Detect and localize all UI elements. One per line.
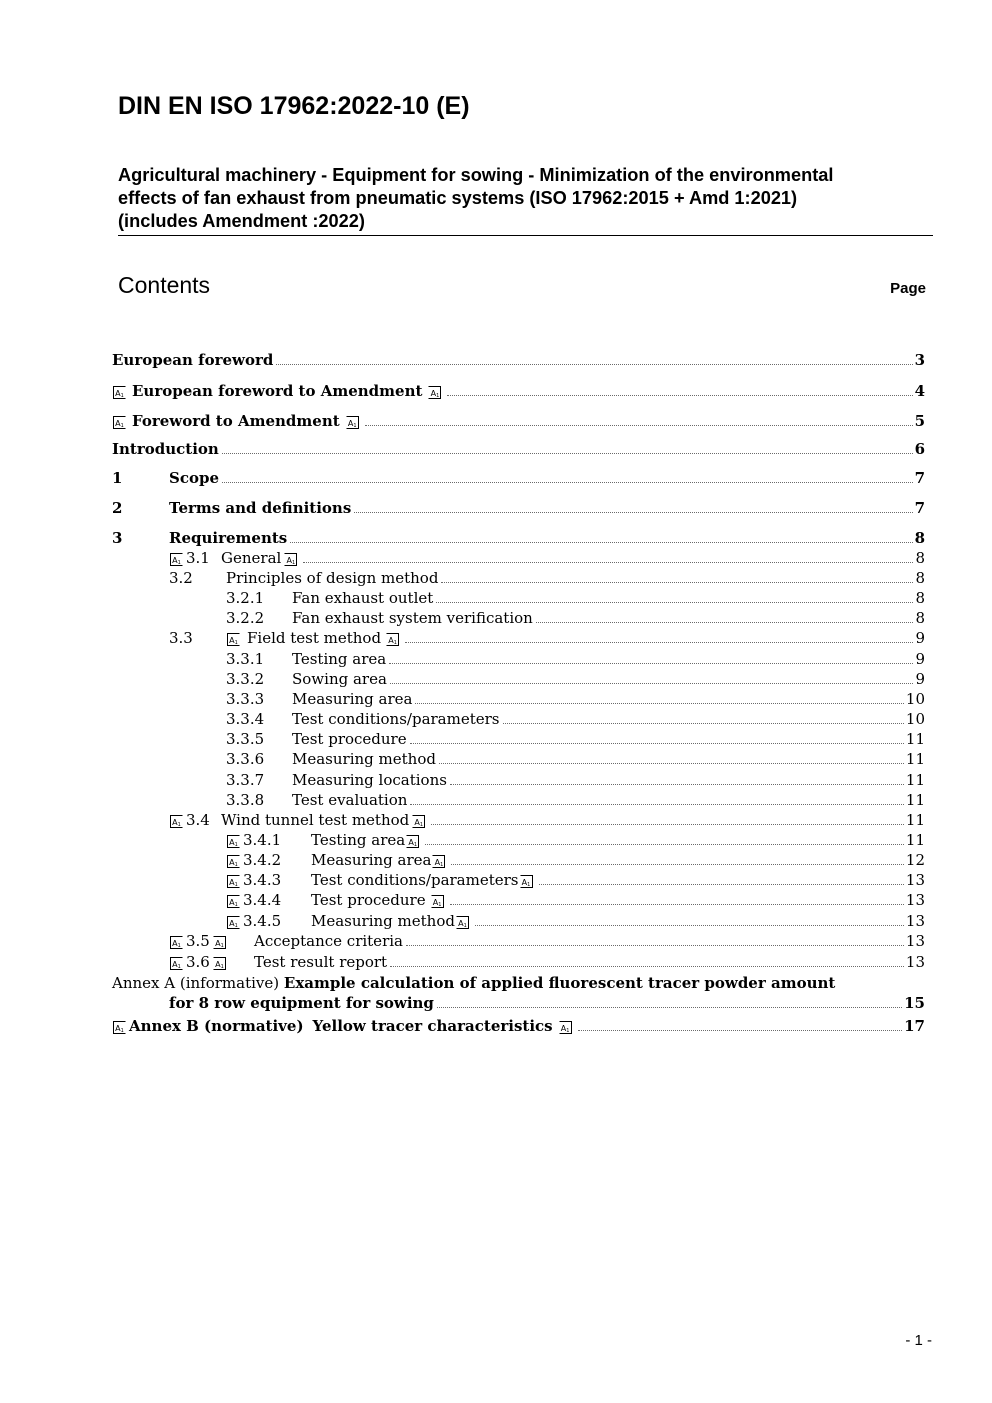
toc-entry-3-3-7[interactable] [112, 770, 925, 790]
toc-entry-page: 13 [905, 912, 925, 930]
toc-entry-number: 3.4.4 [243, 891, 282, 909]
toc-entry-label: Fan exhaust system verification [292, 609, 533, 627]
amendment-end-icon: $A_1$ [559, 1021, 572, 1034]
dot-leader [406, 944, 904, 946]
toc-entry-page: 9 [915, 650, 925, 668]
toc-entry-label: Foreword to Amendment [132, 412, 340, 430]
toc-entry-number: 3.3.7 [226, 771, 265, 789]
toc-entry-label: European foreword [112, 351, 274, 369]
toc-entry-page: 12 [905, 851, 925, 869]
toc-entry-page: 3 [914, 351, 925, 369]
toc-entry-label: Sowing area [292, 670, 387, 688]
toc-entry-page: 9 [915, 670, 925, 688]
toc-entry-page: 11 [905, 831, 925, 849]
toc-entry-number: Annex B (normative) [129, 1017, 304, 1035]
toc-entry-number: 3.2.2 [226, 609, 265, 627]
document-title-line: (includes Amendment :2022) [118, 211, 365, 231]
toc-entry-label: Measuring area [292, 690, 413, 708]
toc-entry-label: European foreword to Amendment [132, 382, 423, 400]
toc-entry-number: 3.1 [186, 549, 210, 567]
toc-entry-number: 3.2.1 [226, 589, 265, 607]
document-title [118, 164, 933, 236]
toc-entry-label: Measuring method [292, 750, 436, 768]
toc-entry-page: 13 [905, 891, 925, 909]
toc-entry-3-3-1[interactable] [112, 649, 925, 669]
toc-entry-3-3-5[interactable] [112, 729, 925, 749]
dot-leader [475, 924, 904, 926]
toc-entry-number: 3.4.1 [243, 831, 282, 849]
dot-leader [290, 541, 912, 543]
toc-entry-page: 5 [914, 412, 925, 430]
toc-entry-page: 8 [915, 609, 925, 627]
toc-entry-page: 11 [905, 811, 925, 829]
toc-entry-3-4-4[interactable] [112, 890, 925, 910]
toc-entry-label: Measuring method [311, 912, 455, 930]
amendment-end-icon: $A_1$ [386, 633, 399, 646]
toc-entry-3-1[interactable] [112, 548, 925, 568]
toc-entry-number: 3.2 [169, 569, 193, 587]
toc-entry-annex-a-cont[interactable] [112, 993, 925, 1013]
dot-leader [303, 561, 913, 563]
toc-entry-number: 3.3.3 [226, 690, 265, 708]
toc-entry-3-2-2[interactable] [112, 608, 925, 628]
amendment-end-icon: $A_1$ [520, 875, 533, 888]
dot-leader [425, 843, 904, 845]
toc-entry-number: 3.3.5 [226, 730, 265, 748]
toc-entry-3-4-3[interactable] [112, 870, 925, 890]
amendment-start-icon: $A_1$ [113, 416, 126, 429]
amendment-start-icon: $A_1$ [227, 895, 240, 908]
toc-entry-number: 3.4.5 [243, 912, 282, 930]
amendment-end-icon: $A_1$ [428, 386, 441, 399]
toc-entry-number: 3 [112, 529, 123, 547]
toc-entry-european-foreword[interactable] [112, 350, 925, 370]
dot-leader [410, 803, 903, 805]
dot-leader [390, 965, 904, 967]
footer-page-number: - 1 - [905, 1332, 932, 1349]
toc-entry-label: Testing area [311, 831, 406, 849]
dot-leader [354, 511, 912, 513]
amendment-start-icon: $A_1$ [227, 835, 240, 848]
toc-entry-label: Requirements [169, 529, 288, 547]
toc-entry-number: 2 [112, 499, 123, 517]
toc-entry-3-3-4[interactable] [112, 709, 925, 729]
amendment-start-icon: $A_1$ [170, 936, 183, 949]
toc-entry-label: Measuring locations [292, 771, 447, 789]
toc-entry-label: Acceptance criteria [254, 932, 403, 950]
toc-entry-label: General [221, 549, 282, 567]
toc-entry-foreword-amendment[interactable] [112, 411, 925, 431]
toc-entry-label: Scope [169, 469, 220, 487]
toc-entry-page: 13 [905, 871, 925, 889]
page-column-heading: Page [890, 280, 926, 297]
amendment-end-icon: $A_1$ [432, 855, 445, 868]
toc-entry-terms[interactable] [112, 498, 925, 518]
toc-entry-label: Test procedure [311, 891, 426, 909]
toc-entry-3-2-1[interactable] [112, 588, 925, 608]
toc-entry-number: 3.6 [186, 953, 210, 971]
toc-entry-3-4-1[interactable] [112, 830, 925, 850]
toc-entry-page: 6 [914, 440, 925, 458]
dot-leader [415, 702, 903, 704]
toc-entry-annex-b[interactable] [112, 1016, 925, 1036]
toc-entry-3-4[interactable] [112, 810, 925, 830]
toc-entry-label: Field test method [247, 629, 382, 647]
toc-entry-number: Annex A (informative) [112, 974, 280, 992]
dot-leader [441, 581, 913, 583]
toc-entry-page: 15 [904, 994, 925, 1012]
amendment-start-icon: $A_1$ [113, 386, 126, 399]
toc-entry-page: 17 [904, 1017, 925, 1035]
toc-entry-page: 11 [905, 771, 925, 789]
document-id: DIN EN ISO 17962:2022-10 (E) [118, 92, 470, 120]
toc-entry-page: 10 [905, 690, 925, 708]
dot-leader [439, 762, 904, 764]
dot-leader [436, 601, 913, 603]
toc-entry-label: Terms and definitions [169, 499, 352, 517]
toc-entry-3-4-5[interactable] [112, 911, 925, 931]
toc-entry-number: 3.4.3 [243, 871, 282, 889]
toc-entry-number: 3.4 [186, 811, 210, 829]
dot-leader [450, 783, 904, 785]
dot-leader [222, 481, 913, 483]
dot-leader [405, 641, 913, 643]
toc-entry-label: Introduction [112, 440, 219, 458]
dot-leader [450, 903, 904, 905]
toc-entry-label: Test conditions/parameters [311, 871, 519, 889]
toc-entry-label: Testing area [292, 650, 387, 668]
toc-entry-page: 7 [914, 469, 925, 487]
amendment-start-icon: $A_1$ [170, 553, 183, 566]
amendment-start-icon: $A_1$ [227, 916, 240, 929]
dot-leader [389, 662, 913, 664]
toc-entry-3-3-8[interactable] [112, 790, 925, 810]
amendment-end-icon: $A_1$ [213, 936, 226, 949]
amendment-start-icon: $A_1$ [227, 633, 240, 646]
toc-entry-label: Test procedure [292, 730, 407, 748]
dot-leader [437, 1006, 902, 1008]
toc-entry-scope[interactable] [112, 468, 925, 488]
amendment-end-icon: $A_1$ [412, 815, 425, 828]
toc-entry-label: Principles of design method [226, 569, 439, 587]
toc-entry-page: 11 [905, 730, 925, 748]
toc-entry-label: Test evaluation [292, 791, 408, 809]
toc-entry-3-3-2[interactable] [112, 669, 925, 689]
toc-entry-page: 8 [914, 529, 925, 547]
amendment-start-icon: $A_1$ [170, 815, 183, 828]
toc-entry-page: 10 [905, 710, 925, 728]
amendment-end-icon: $A_1$ [346, 416, 359, 429]
toc-entry-label: Test result report [254, 953, 388, 971]
toc-entry-number: 3.3.4 [226, 710, 265, 728]
toc-entry-page: 13 [905, 932, 925, 950]
toc-entry-page: 11 [905, 750, 925, 768]
toc-entry-page: 8 [915, 549, 925, 567]
amendment-start-icon: $A_1$ [227, 875, 240, 888]
toc-entry-number: 3.4.2 [243, 851, 282, 869]
toc-entry-european-foreword-amendment[interactable] [112, 381, 925, 401]
toc-entry-label: Example calculation of applied fluorescent tracer powder amount [283, 974, 836, 992]
toc-entry-introduction[interactable] [112, 439, 925, 459]
dot-leader [503, 722, 904, 724]
toc-entry-page: 8 [915, 589, 925, 607]
toc-entry-number: 3.3.1 [226, 650, 265, 668]
toc-entry-3-3[interactable] [112, 628, 925, 648]
toc-entry-number: 3.3.8 [226, 791, 265, 809]
toc-entry-3-5[interactable] [112, 931, 925, 951]
dot-leader [539, 883, 904, 885]
document-title-line: effects of fan exhaust from pneumatic systems (ISO 17962:2015 + Amd 1:2021) [118, 188, 798, 208]
dot-leader [451, 863, 903, 865]
toc-entry-annex-a[interactable] [112, 973, 925, 993]
dot-leader [365, 424, 913, 426]
toc-entry-3-2[interactable] [112, 568, 925, 588]
amendment-end-icon: $A_1$ [406, 835, 419, 848]
amendment-start-icon: $A_1$ [227, 855, 240, 868]
toc-entry-page: 11 [905, 791, 925, 809]
toc-entry-3-3-3[interactable] [112, 689, 925, 709]
toc-entry-number: 1 [112, 469, 123, 487]
toc-entry-number: 3.5 [186, 932, 210, 950]
dot-leader [222, 452, 913, 454]
toc-entry-label: Wind tunnel test method [221, 811, 410, 829]
amendment-end-icon: $A_1$ [431, 895, 444, 908]
toc-entry-3-3-6[interactable] [112, 749, 925, 769]
dot-leader [390, 682, 914, 684]
toc-entry-number: 3.3 [169, 629, 193, 647]
dot-leader [536, 621, 914, 623]
dot-leader [410, 742, 904, 744]
amendment-start-icon: $A_1$ [170, 957, 183, 970]
contents-heading: Contents [118, 272, 211, 298]
toc-entry-page: 13 [905, 953, 925, 971]
document-title-line: Agricultural machinery - Equipment for sowing - Minimization of the environmental [118, 165, 834, 185]
toc-entry-requirements[interactable] [112, 528, 925, 548]
dot-leader [447, 394, 912, 396]
amendment-end-icon: $A_1$ [456, 916, 469, 929]
toc-entry-number: 3.3.6 [226, 750, 265, 768]
toc-entry-number: 3.3.2 [226, 670, 265, 688]
amendment-end-icon: $A_1$ [213, 957, 226, 970]
toc-entry-label-continued: for 8 row equipment for sowing [169, 994, 434, 1012]
toc-entry-page: 8 [915, 569, 925, 587]
toc-entry-3-6[interactable] [112, 952, 925, 972]
toc-entry-3-4-2[interactable] [112, 850, 925, 870]
toc-entry-page: 4 [914, 382, 925, 400]
dot-leader [276, 363, 912, 365]
toc-entry-page: 9 [915, 629, 925, 647]
dot-leader [431, 823, 904, 825]
dot-leader [578, 1029, 903, 1031]
amendment-start-icon: $A_1$ [113, 1021, 126, 1034]
toc-entry-label: Measuring area [311, 851, 432, 869]
toc-entry-label: Test conditions/parameters [292, 710, 500, 728]
toc-entry-label: Yellow tracer characteristics [312, 1017, 553, 1035]
amendment-end-icon: $A_1$ [284, 553, 297, 566]
toc-entry-page: 7 [914, 499, 925, 517]
toc-entry-label: Fan exhaust outlet [292, 589, 434, 607]
